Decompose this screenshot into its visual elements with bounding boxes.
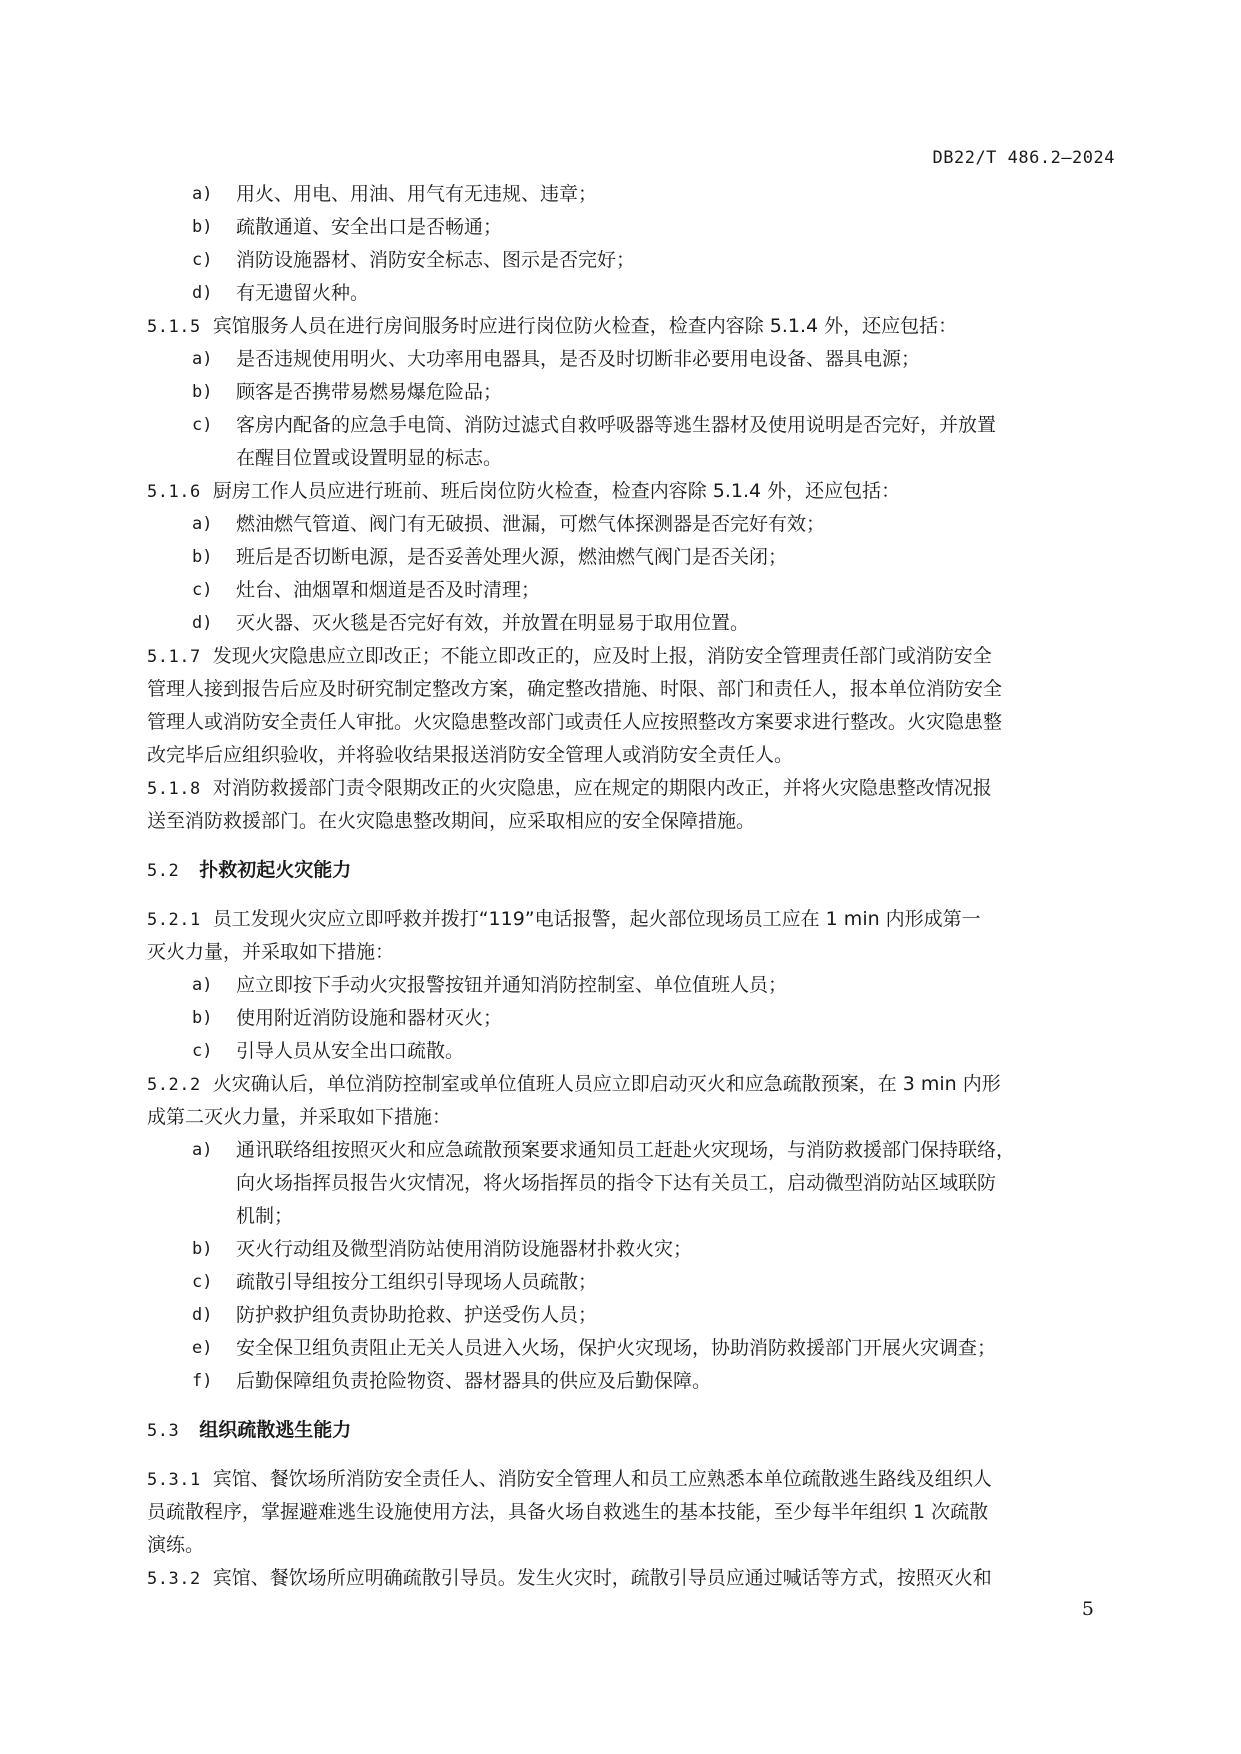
item-text: 是否违规使用明火、大功率用电器具，是否及时切断非必要用电设备、器具电源； [236,348,921,370]
item-mark: b) [192,1008,213,1028]
item-mark: d) [192,283,213,303]
item-text: 安全保卫组负责阻止无关人员进入火场，保护火灾现场，协助消防救援部门开展火灾调查； [236,1337,997,1359]
clause-number: 5.2.1 [147,910,201,930]
item-text: 使用附近消防设施和器材灭火； [236,1007,503,1029]
item-text: 向火场指挥员报告火灾情况，将火场指挥员的指令下达有关员工，启动微型消防站区域联防 [236,1172,997,1194]
item-mark: b) [192,382,213,402]
item-text: 灭火器、灭火毯是否完好有效，并放置在明显易于取用位置。 [236,612,750,634]
clause-5-2-2 [147,1069,1001,1099]
clause-text: 发现火灾隐患应立即改正；不能立即改正的，应及时上报，消防安全管理责任部门或消防安全 [212,645,992,667]
item-mark: e) [192,1338,213,1358]
item-mark: c) [192,580,213,600]
item-text: 灶台、油烟罩和烟道是否及时清理； [236,579,541,601]
clause-text: 宾馆、餐饮场所应明确疏散引导员。发生火灾时，疏散引导员应通过喊话等方式，按照灭火和 [212,1567,992,1589]
paragraph-line: 员疏散程序，掌握避难逃生设施使用方法，具备火场自救逃生的基本技能，至少每半年组织 1 次疏散 [147,1501,989,1523]
clause-5-1-8 [147,773,992,803]
section-heading-5-3 [147,1415,351,1445]
document-code-header: DB22/T 486.2—2024 [932,148,1115,168]
item-text: 班后是否切断电源，是否妥善处理火源，燃油燃气阀门是否关闭； [236,546,788,568]
section-title: 扑救初起火灾能力 [199,859,352,881]
item-mark: a) [192,184,213,204]
clause-number: 5.3.2 [147,1569,201,1589]
item-mark: c) [192,1041,213,1061]
section-number: 5.2 [147,861,180,881]
item-text: 灭火行动组及微型消防站使用消防设施器材扑救火灾； [236,1238,693,1260]
item-text: 客房内配备的应急手电筒、消防过滤式自救呼吸器等逃生器材及使用说明是否完好，并放置 [236,414,997,436]
paragraph-line: 改完毕后应组织验收，并将验收结果报送消防安全管理人或消防安全责任人。 [147,744,794,766]
clause-text: 宾馆服务人员在进行房间服务时应进行岗位防火检查，检查内容除 5.1.4 外，还应包括： [212,315,958,337]
clause-number: 5.3.1 [147,1470,201,1490]
paragraph-line: 成第二灭火力量，并采取如下措施： [147,1106,452,1128]
clause-text: 员工发现火灾应立即呼救并拨打“119”电话报警，起火部位现场员工应在 1 min 内形成第一 [212,908,981,930]
item-text: 机制； [236,1205,294,1227]
clause-number: 5.2.2 [147,1075,201,1095]
item-text: 后勤保障组负责抢险物资、器材器具的供应及后勤保障。 [236,1370,712,1392]
paragraph-line: 送至消防救援部门。在火灾隐患整改期间，应采取相应的安全保障措施。 [147,810,756,832]
item-text: 用火、用电、用油、用气有无违规、违章； [236,183,598,205]
section-title: 组织疏散逃生能力 [199,1419,352,1441]
item-text: 防护救护组负责协助抢救、护送受伤人员； [236,1304,598,1326]
item-mark: b) [192,547,213,567]
clause-text: 对消防救援部门责令限期改正的火灾隐患，应在规定的期限内改正，并将火灾隐患整改情况报 [212,777,992,799]
clause-5-2-1 [147,904,981,934]
section-heading-5-2 [147,855,351,885]
item-mark: a) [192,975,213,995]
item-text: 引导人员从安全出口疏散。 [236,1040,465,1062]
clause-number: 5.1.7 [147,647,201,667]
paragraph-line: 演练。 [147,1534,205,1556]
item-mark: d) [192,613,213,633]
item-mark: d) [192,1305,213,1325]
item-text: 顾客是否携带易燃易爆危险品； [236,381,503,403]
item-mark: a) [192,349,213,369]
page-number: 5 [1081,1598,1094,1620]
clause-text: 厨房工作人员应进行班前、班后岗位防火检查，检查内容除 5.1.4 外，还应包括： [212,480,901,502]
item-mark: f) [192,1371,213,1391]
item-text: 消防设施器材、消防安全标志、图示是否完好； [236,249,636,271]
item-mark: a) [192,514,213,534]
item-mark: c) [192,250,213,270]
item-text: 燃油燃气管道、阀门有无破损、泄漏，可燃气体探测器是否完好有效； [236,513,826,535]
item-text: 应立即按下手动火灾报警按钮并通知消防控制室、单位值班人员； [236,974,788,996]
item-mark: c) [192,415,213,435]
paragraph-line: 灭火力量，并采取如下措施： [147,941,395,963]
clause-number: 5.1.6 [147,482,201,502]
clause-text: 宾馆、餐饮场所消防安全责任人、消防安全管理人和员工应熟悉本单位疏散逃生路线及组织人 [212,1468,992,1490]
item-mark: a) [192,1140,213,1160]
clause-5-3-2 [147,1563,992,1593]
clause-5-1-7 [147,641,992,671]
item-mark: c) [192,1272,213,1292]
item-text: 在醒目位置或设置明显的标志。 [236,447,503,469]
item-text: 有无遗留火种。 [236,282,370,304]
clause-5-3-1 [147,1464,992,1494]
paragraph-line: 管理人或消防安全责任人审批。火灾隐患整改部门或责任人应按照整改方案要求进行整改。火灾隐患整 [147,711,1003,733]
clause-5-1-6 [147,476,900,506]
section-number: 5.3 [147,1421,180,1441]
item-mark: b) [192,217,213,237]
item-text: 疏散通道、安全出口是否畅通； [236,216,503,238]
clause-5-1-5 [147,311,957,341]
item-mark: b) [192,1239,213,1259]
clause-number: 5.1.5 [147,317,201,337]
clause-number: 5.1.8 [147,779,201,799]
paragraph-line: 管理人接到报告后应及时研究制定整改方案，确定整改措施、时限、部门和责任人，报本单位消防安全 [147,678,1003,700]
clause-text: 火灾确认后，单位消防控制室或单位值班人员应立即启动灭火和应急疏散预案，在 3 min 内形 [212,1073,1001,1095]
item-text: 疏散引导组按分工组织引导现场人员疏散； [236,1271,598,1293]
item-text: 通讯联络组按照灭火和应急疏散预案要求通知员工赶赴火灾现场，与消防救援部门保持联络， [236,1139,1016,1161]
